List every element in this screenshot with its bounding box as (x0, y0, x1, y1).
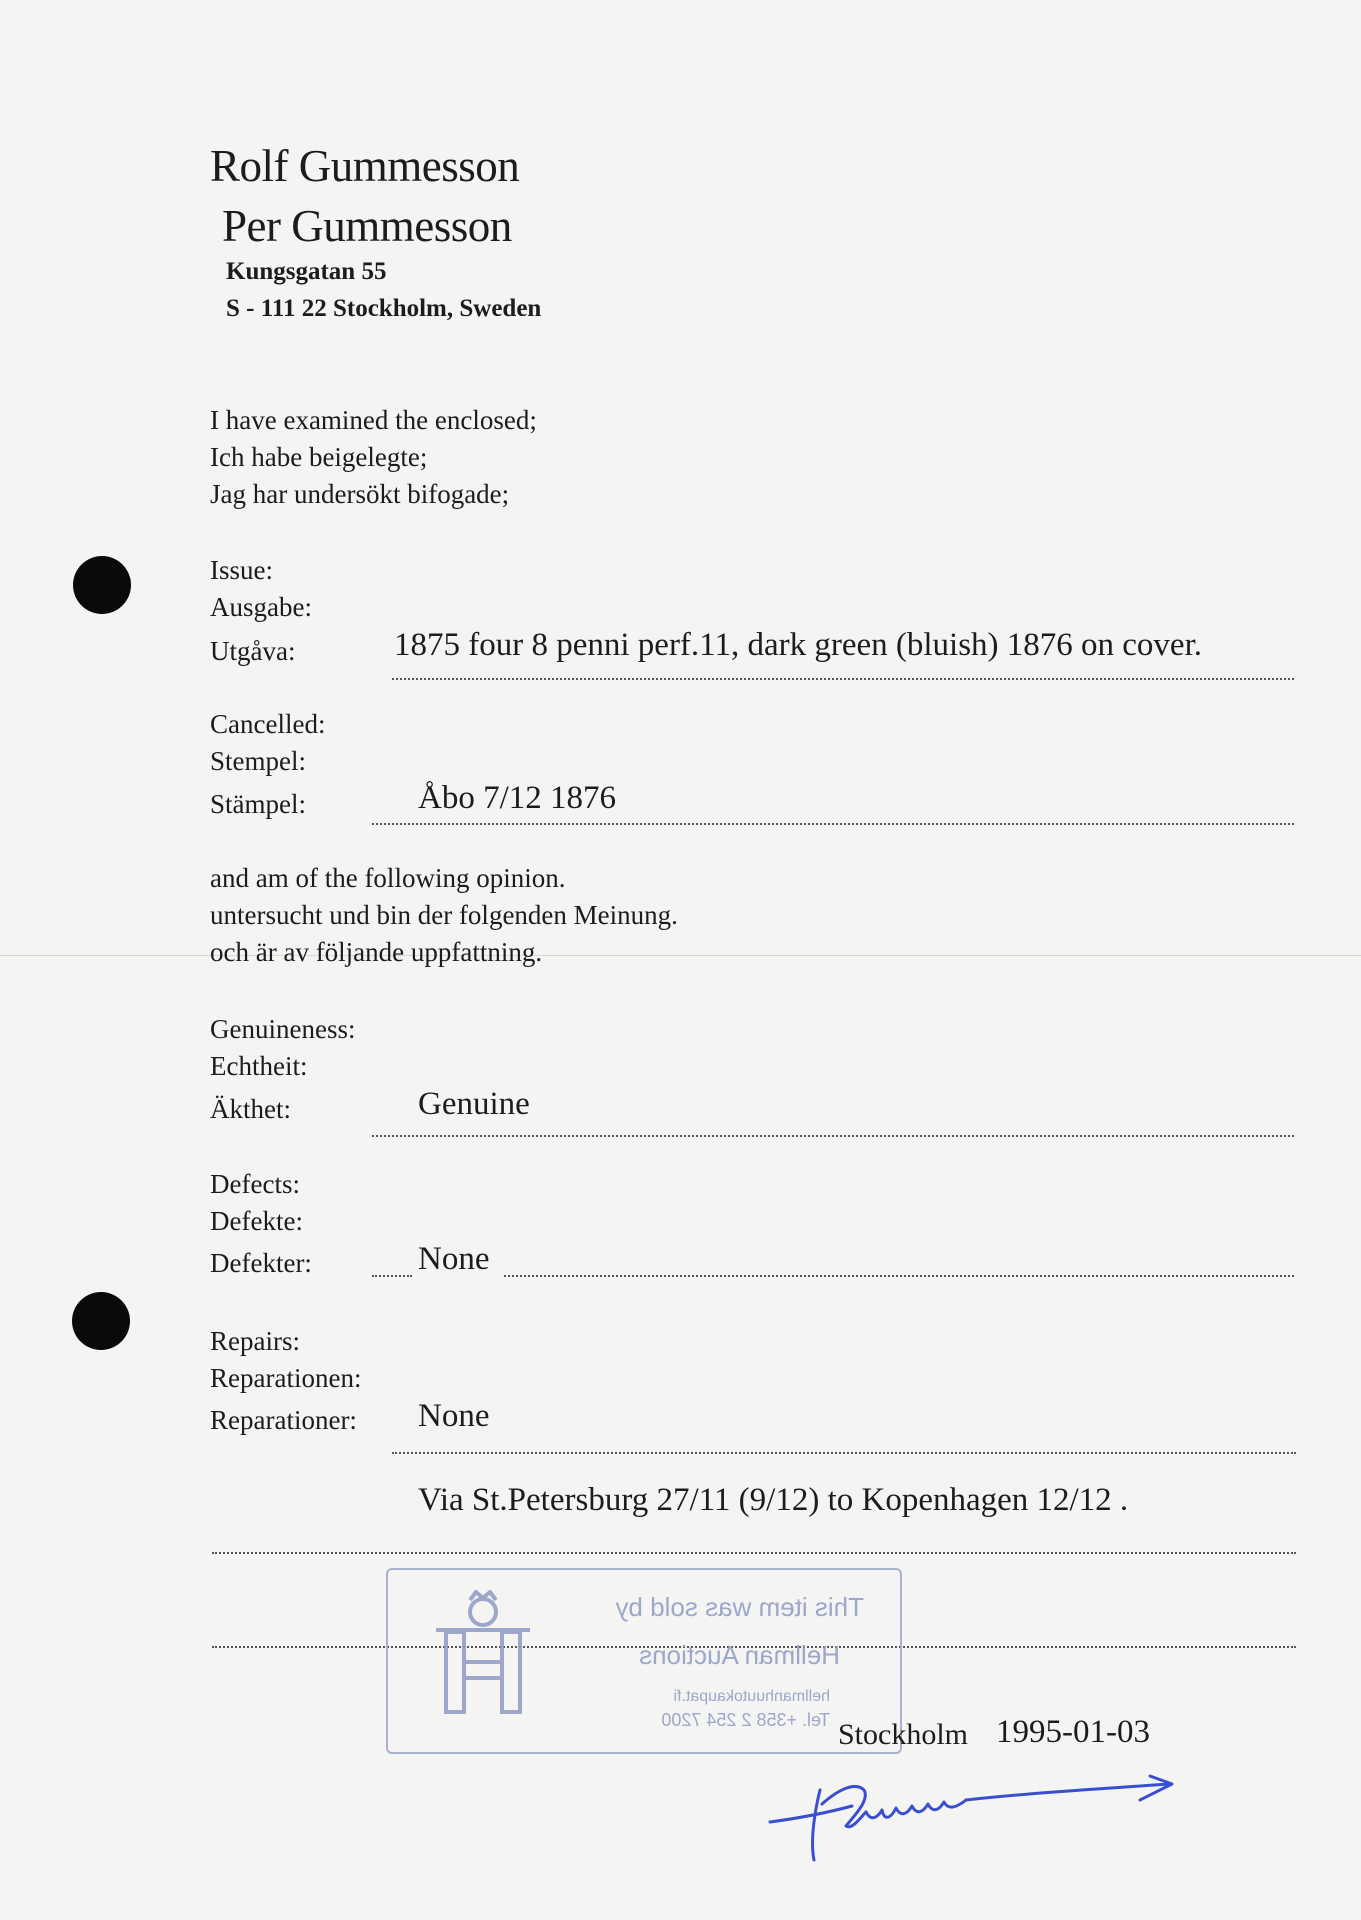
genuineness-value: Genuine (418, 1086, 530, 1122)
expert-name-1: Rolf Gummesson (210, 141, 520, 191)
genuineness-label-en: Genuineness: (210, 1014, 356, 1044)
cancelled-value: Åbo 7/12 1876 (418, 780, 616, 816)
expert-name-2: Per Gummesson (222, 201, 512, 251)
dotted-line (372, 823, 1294, 825)
cancelled-label-de: Stempel: (210, 746, 306, 776)
repairs-value: None (418, 1398, 490, 1434)
defects-label-sv: Defekter: (210, 1248, 312, 1278)
defects-label-de: Defekte: (210, 1206, 303, 1236)
genuineness-label-sv: Äkthet: (210, 1094, 291, 1124)
stamp-line-4: Tel. +358 2 254 7200 (661, 1710, 830, 1730)
auction-stamp (386, 1568, 902, 1754)
dotted-line (372, 1275, 412, 1277)
cancelled-label-en: Cancelled: (210, 709, 326, 739)
handwritten-signature (760, 1760, 1180, 1870)
issue-label-de: Ausgabe: (210, 592, 312, 622)
intro-en: I have examined the enclosed; (210, 405, 537, 435)
dotted-line (392, 678, 1294, 680)
punch-hole (72, 1292, 130, 1350)
intro-de: Ich habe beigelegte; (210, 442, 428, 472)
dotted-line (212, 1552, 1296, 1554)
repairs-label-sv: Reparationer: (210, 1405, 357, 1435)
defects-label-en: Defects: (210, 1169, 300, 1199)
stamp-line-3: hellmanhuutokaupat.fi (673, 1688, 830, 1705)
address-street: Kungsgatan 55 (226, 258, 387, 285)
stamp-line-1: This item was sold by (615, 1592, 864, 1622)
fold-line (0, 955, 1361, 956)
cancelled-label-sv: Stämpel: (210, 789, 306, 819)
opinion-sv: och är av följande uppfattning. (210, 937, 543, 967)
punch-hole (73, 556, 131, 614)
defects-value: None (418, 1241, 490, 1277)
address-city: S - 111 22 Stockholm, Sweden (226, 295, 542, 322)
opinion-en: and am of the following opinion. (210, 863, 566, 893)
route-note: Via St.Petersburg 27/11 (9/12) to Kopenhagen 12/12 . (418, 1482, 1129, 1518)
auction-logo-icon (428, 1590, 538, 1730)
issue-label-sv: Utgåva: (210, 636, 296, 666)
dotted-line (372, 1135, 1294, 1137)
issue-label-en: Issue: (210, 555, 273, 585)
dotted-line (504, 1275, 1294, 1277)
stamp-line-2: Hellman Auctions (639, 1640, 840, 1670)
dotted-line (392, 1452, 1296, 1454)
intro-sv: Jag har undersökt bifogade; (210, 479, 510, 509)
place: Stockholm (838, 1718, 969, 1751)
repairs-label-en: Repairs: (210, 1326, 300, 1356)
date: 1995-01-03 (996, 1714, 1150, 1750)
genuineness-label-de: Echtheit: (210, 1051, 308, 1081)
opinion-de: untersucht und bin der folgenden Meinung. (210, 900, 678, 930)
repairs-label-de: Reparationen: (210, 1363, 362, 1393)
issue-value: 1875 four 8 penni perf.11, dark green (bluish) 1876 on cover. (394, 627, 1202, 663)
